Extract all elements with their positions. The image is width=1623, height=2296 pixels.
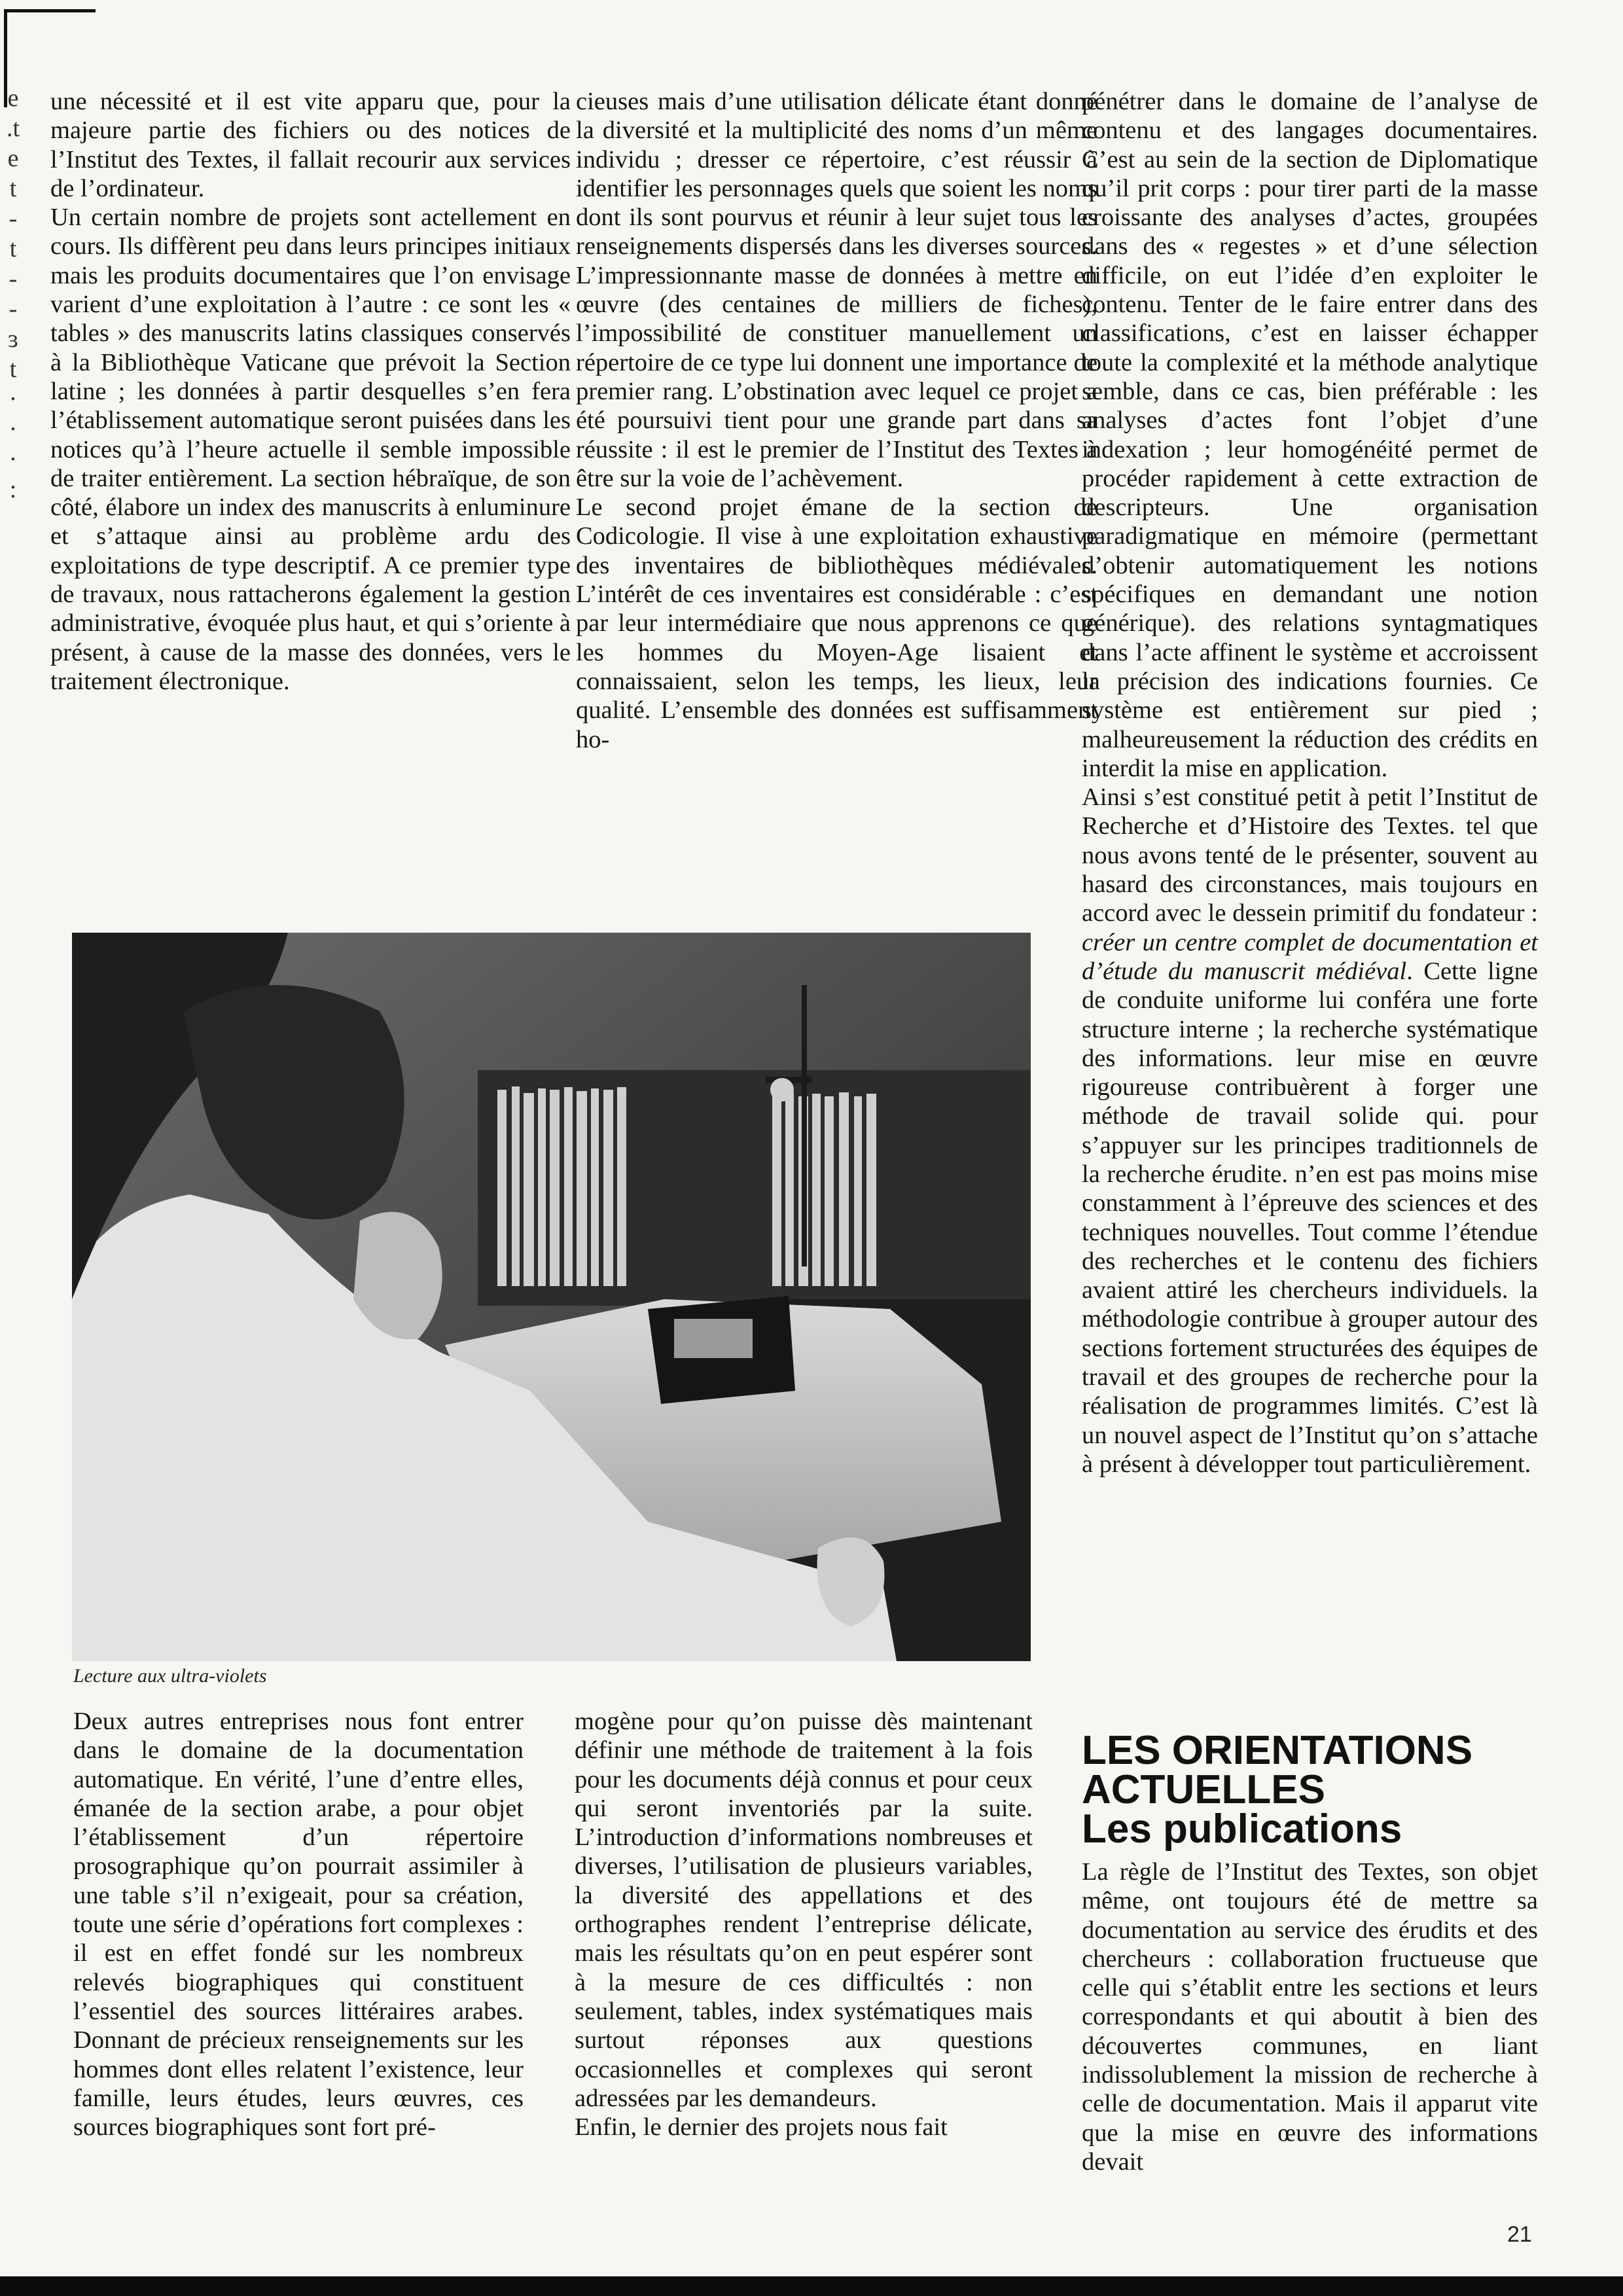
- margin-letter: e: [7, 84, 19, 112]
- margin-letters: [7, 83, 20, 505]
- photo-caption: Lecture aux ultra-violets: [73, 1665, 267, 1687]
- paragraph-text: Ainsi s’est constitué petit à petit l’Institut de Recherche et d’Histoire des Textes. tel que nous avons tenté de le présenter, souvent au hasard des circonstances, mais toujours en accord avec le dessein primitif du fondateur :: [1082, 783, 1538, 927]
- heading-line: ACTUELLES: [1082, 1767, 1325, 1812]
- margin-letter: :: [9, 476, 17, 503]
- paragraph: Le second projet émane de la section de Codicologie. Il vise à une exploitation exhaustive des inventaires de bibliothèques médiévales. L’intérêt de ces inventaires est considérable : c’est par leur intermédiaire que nous apprenons ce que les hommes du Moyen-Age lisaient et connaissaient, selon les temps, les lieux, leur qualité. L’ensemble des données est suffisamment ho-: [576, 493, 1097, 753]
- paragraph: Enfin, le dernier des projets nous fait: [575, 2113, 948, 2142]
- margin-letter: ·: [9, 386, 18, 413]
- page-number: 21: [1507, 2222, 1532, 2247]
- margin-letter: t: [9, 175, 17, 202]
- column-3-bottom: [1082, 1857, 1538, 2176]
- paragraph: [1082, 783, 1538, 1479]
- margin-letter: ɜ: [8, 325, 18, 353]
- heading-line: LES ORIENTATIONS: [1082, 1728, 1473, 1773]
- margin-letter: ·: [9, 416, 18, 443]
- column-3: [1082, 87, 1538, 1479]
- column-2-bottom: [575, 1707, 1033, 2142]
- margin-letter: t: [9, 235, 17, 262]
- paragraph: pénétrer dans le domaine de l’analyse de contenu et des langages documentaires. C’est au sein de la section de Diplomatique qu’il prit corps : pour tirer parti de la masse croissante des analyses d’actes, groupées dans des « regestes » et d’une sélection difficile, on eut l’idée d’en exploiter le contenu. Tenter de le faire entrer dans des classifications, c’est en laisser échapper toute la complexité et la méthode analytique semble, dans ce cas, bien préférable : les analyses d’actes font l’objet d’une indexation ; leur homogénéité permet de procéder rapidement à cette extraction de descripteurs. Une organisation paradigmatique en mémoire (permettant d’obtenir automatiquement les notions spécifiques en demandant une notion générique). des relations syntagmatiques dans l’acte affinent le système et accroissent la précision des indications fournies. Ce système est entièrement sur pied ; malheureusement la réduction des crédits en interdit la mise en application.: [1082, 88, 1538, 782]
- column-2-top: [576, 87, 1097, 754]
- paragraph: une nécessité et il est vite apparu que, pour la majeure partie des fichiers ou des notices de l’Institut des Textes, il fallait recourir aux services de l’ordinateur.: [50, 88, 571, 202]
- column-1-top: [50, 87, 571, 696]
- section-heading: [1082, 1728, 1553, 1852]
- italic-quote: créer un centre complet de documentation et d’étude du manuscrit médiéval: [1082, 928, 1538, 985]
- paragraph: cieuses mais d’une utilisation délicate étant donné la diversité et la multiplicité des noms d’un même individu ; dresser ce répertoire, c’est réussir à identifier les personnages quels que soient les noms dont ils sont pourvus et réunir à leur sujet tous les renseignements dispersés dans les diverses sources. L’impressionnante masse de données à mettre en œuvre (des centaines de milliers de fiches), l’impossibilité de constituer manuellement un répertoire de ce type lui donnent une importance de premier rang. L’obstination avec lequel ce projet a été poursuivi tient pour une grande part dans sa réussite : il est le premier de l’Institut des Textes à être sur la voie de l’achèvement.: [576, 88, 1097, 492]
- margin-letter: e: [7, 145, 19, 172]
- photograph-ultraviolet-reading: [72, 933, 1031, 1661]
- paragraph: Deux autres entreprises nous font entrer dans le domaine de la documentation automatique. En vérité, l’une d’entre elles, émanée de la section arabe, a pour objet l’établissement d’un répertoire prosographique qu’on pourrait assimiler à une table s’il n’exigeait, pour sa création, toute une série d’opérations fort complexes : il est en effet fondé sur les nombreux relevés biographiques qui constituent l’essentiel des sources littéraires arabes. Donnant de précieux renseignements sur les hommes dont elles relatent l’existence, leur famille, leurs études, leurs œuvres, ces sources biographiques sont fort pré-: [73, 1708, 524, 2142]
- margin-letter: ·: [9, 446, 18, 473]
- column-1-bottom: [73, 1707, 524, 2142]
- margin-letter: t: [9, 355, 17, 383]
- paragraph-text: . Cette ligne de conduite uniforme lui conféra une forte structure interne ; la recherche systématique des informations. leur mise en œuvre rigoureuse contribuèrent à forger une méthode de travail solide qui. pour s’appuyer sur les principes traditionnels de la recherche érudite. n’en est pas moins mise constamment à l’épreuve des sciences et des techniques nouvelles. Tout comme l’étendue des recherches et le contenu des fichiers avaient attiré les chercheurs individuels. la méthodologie contribue à grouper autour des sections fortement structurées des équipes de travail et des groupes de recherche pour la réalisation de programmes limités. C’est là un nouvel aspect de l’Institut qu’on s’attache à présent à développer tout particulièrement.: [1082, 957, 1538, 1478]
- margin-letter: -: [9, 265, 18, 293]
- paragraph: Un certain nombre de projets sont actellement en cours. Ils diffèrent peu dans leurs principes initiaux mais les produits documentaires que l’on envisage varient d’une exploitation à l’autre : ce sont les « tables » des manuscrits latins classiques conservés à la Bibliothèque Vaticane que prévoit la Section latine ; les données à partir desquelles s’en fera l’établissement automatique seront puisées dans les notices qu’à l’heure actuelle il semble impossible de traiter entièrement. La section hébraïque, de son côté, élabore un index des manuscrits à enluminure et s’attaque ainsi au problème ardu des exploitations de type descriptif. A ce premier type de travaux, nous rattacherons également la gestion administrative, évoquée plus haut, et qui s’oriente à présent, à cause de la masse des données, vers le traitement électronique.: [50, 204, 571, 695]
- margin-letter: -: [9, 205, 18, 232]
- margin-letter: -: [9, 295, 18, 323]
- paragraph: La règle de l’Institut des Textes, son objet même, ont toujours été de mettre sa documentation au service des érudits et des chercheurs : collaboration fructueuse que celle qui s’établit entre les sections et leurs correspondants et qui aboutit à bien des découvertes communes, en liant indissolublement la mission de recherche à celle de documentation. Mais il apparut vite que la mise en œuvre des informations devait: [1082, 1858, 1538, 2176]
- margin-letter: .t: [7, 115, 20, 142]
- paragraph: mogène pour qu’on puisse dès maintenant définir une méthode de traitement à la fois pour les documents déjà connus et pour ceux qui seront inventoriés par la suite. L’introduction d’informations nombreuses et diverses, l’utilisation de plusieurs variables, la diversité des appellations et des orthographes rendent l’entreprise délicate, mais les résultats qu’on en peut espérer sont à la mesure de ces difficultés : non seulement, tables, index systématiques mais surtout réponses aux questions occasionnelles et complexes qui seront adressées par les demandeurs.: [575, 1708, 1033, 2112]
- heading-line: Les publications: [1082, 1806, 1402, 1852]
- bottom-edge-bar: [0, 2276, 1623, 2296]
